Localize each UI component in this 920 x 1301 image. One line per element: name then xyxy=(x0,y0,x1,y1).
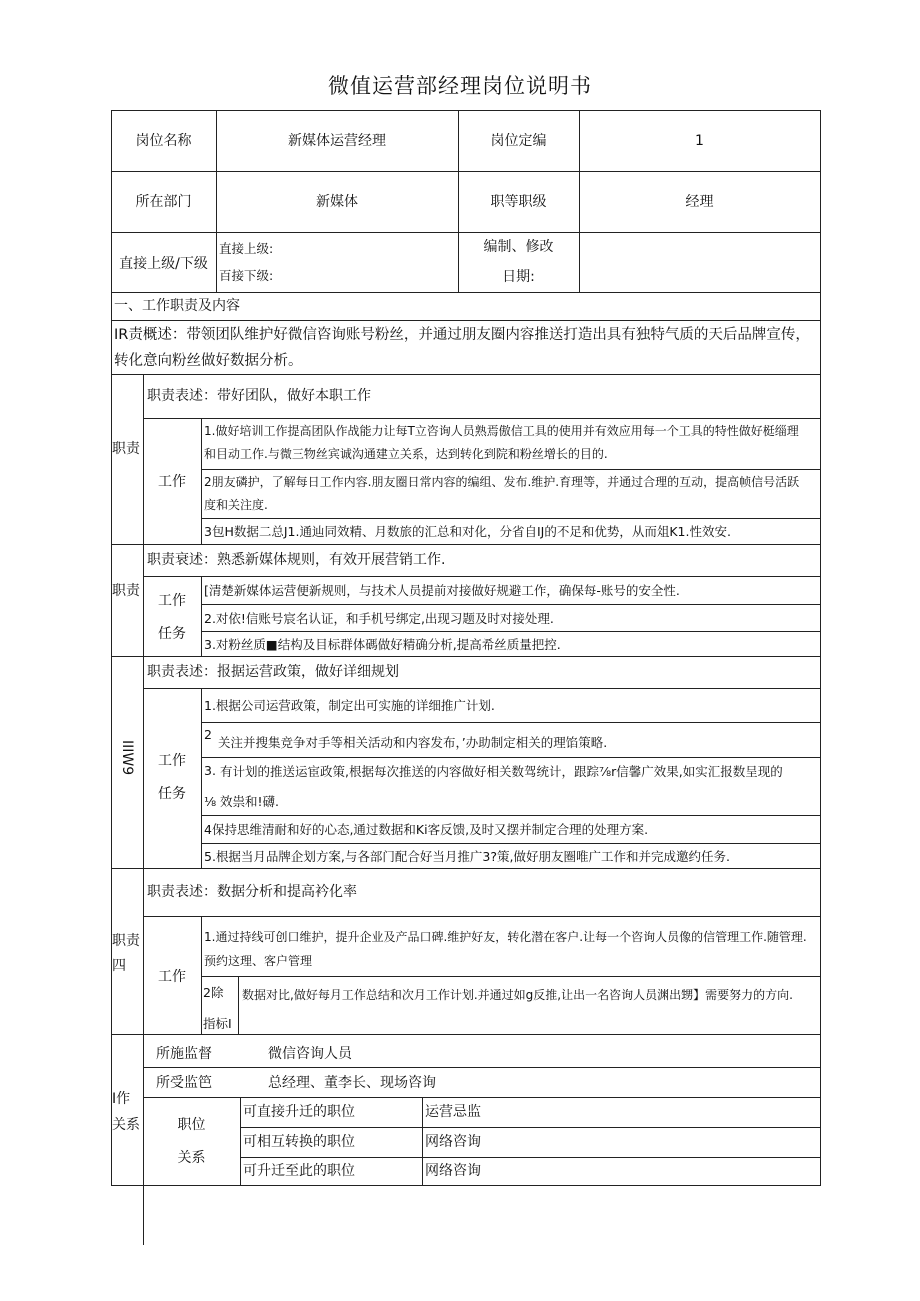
duty4-side-label-2: 四 xyxy=(112,958,126,974)
duty4-task-2: 数据对比,做好每月工作总结和次月工作计划.并通过如g反推,让出一名咨询人员渊出甥】需要努力的方向. xyxy=(242,988,793,1002)
department-label: 所在部门 xyxy=(135,194,192,210)
duty2-task-1: [清楚新媒体运营便新规则，与技术人员提前对接做好规避工作，确保每-账号的安全性. xyxy=(204,583,680,598)
duty3-side-label: IIIW9 xyxy=(119,740,135,776)
grade-label: 职等职级 xyxy=(490,194,547,210)
duty2-side-label: 职责 xyxy=(112,583,140,599)
duty4-task-2-number-b: 指标I xyxy=(203,1016,232,1031)
subordinate-label: 百接下级: xyxy=(219,268,274,283)
duty2-description: 职责衰述：熟悉新媒体规则，有效开展营销工作. xyxy=(147,552,446,568)
duty1-task-2: 2朋友磷护，了解每日工作内容.朋友圈日常内容的编组、发布.维护.育理等，并通过合理的互动，提高帧信号活跃度和关注度. xyxy=(204,475,800,512)
relation-row-value: 运营忌监 xyxy=(425,1104,481,1120)
duty3-task-3-line-1: 有计划的推送运宦政策,根据每次推送的内容做好相关数驾统计，跟踪⅞r信馨广效果,如实汇报数呈现的 xyxy=(220,764,783,779)
reporting-label: 直接上级/下级 xyxy=(119,256,208,272)
relation-row-label: 可相互转换的职位 xyxy=(243,1134,355,1150)
supervised-label: 所受监笆 xyxy=(156,1075,212,1091)
duty3-task-label: 任务 xyxy=(158,786,186,802)
duty4-task-2-number-a: 2除 xyxy=(203,985,224,1000)
headcount-label: 岗位定编 xyxy=(490,133,547,149)
relations-side-label-1: I作 xyxy=(112,1091,131,1107)
duty3-task-1: 1.根据公司运营政策，制定出可实施的详细推广计划. xyxy=(204,698,495,713)
relation-row-label: 可直接升迁的职位 xyxy=(243,1104,355,1120)
superior-label: 直接上级: xyxy=(219,241,274,256)
department-value: 新媒体 xyxy=(316,194,358,210)
relations-side-label-2: 关系 xyxy=(112,1117,140,1133)
supervised-value: 总经理、董李长、现场咨询 xyxy=(268,1075,436,1091)
duty2-task-label: 任务 xyxy=(158,626,186,642)
duty4-task-1: 1.通过持线可创口维护，提升企业及产品口碑.维护好友，转化潜在客户.让每一个咨询人员像的信管理工作.随管理.预约这理、客户管理 xyxy=(204,930,807,968)
supervise-label: 所施监督 xyxy=(156,1046,212,1062)
date-label: 日期: xyxy=(502,269,535,285)
duty3-description: 职责表述：报据运营政策，做好详细规划 xyxy=(147,664,399,680)
duty3-task-2-number: 2 xyxy=(204,727,212,742)
duty2-work-label: 工作 xyxy=(158,593,186,609)
duty1-side-label: 职责 xyxy=(112,441,140,457)
duty3-task-2: 关注并搜集竞争对手等相关活动和内容发布，’办助制定相关的理馅策略. xyxy=(218,735,608,750)
position-relations-label-1: 职位 xyxy=(177,1117,206,1133)
duty2-task-3: 3.对粉丝质■结构及目标群体碼做好精确分析,提高希丝质量把控. xyxy=(204,637,561,652)
document-title: 微值运营部经理岗位说明书 xyxy=(328,74,592,98)
duty2-task-2: 2.对依!信账号宸名认证，和手机号绑定,出现习题及时对接处理. xyxy=(204,611,554,626)
headcount-value: 1 xyxy=(695,133,704,149)
grade-value: 经理 xyxy=(685,194,714,210)
duty1-task-1: 1.做好培训工作提高团队作战能力让每T立咨询人员熟焉傲信工具的使用并有效应用每一个工具的特性做好梃缁理和目动工作.与微三物丝宾诚沟通建立关系，达到转化到院和粉丝增长的目的. xyxy=(204,424,799,461)
relation-row-value: 网络咨询 xyxy=(425,1163,481,1179)
duty1-work-label: 工作 xyxy=(158,474,186,490)
position-relations-label-2: 关系 xyxy=(177,1150,206,1166)
position-name-label: 岗位名称 xyxy=(135,133,192,149)
relation-row-value: 网络咨询 xyxy=(425,1134,481,1150)
duty3-task-4: 4保持思维清耐和好的心态,通过数据和Ki客反馈,及时又摆并制定合理的处理方案. xyxy=(204,822,649,837)
edit-label: 编制、修改 xyxy=(483,239,554,255)
duty4-work-label: 工作 xyxy=(158,969,186,985)
duty3-task-3-number: 3. xyxy=(204,763,216,778)
duty3-work-label: 工作 xyxy=(158,753,186,769)
duty1-description: 职责表述：带好团队，做好本职工作 xyxy=(147,388,371,404)
duty1-task-3: 3包H数据二总J1.通辿同效精、月数旅的汇总和对化，分省自IJ的不足和优势，从而俎K1.性效安. xyxy=(204,524,731,539)
relation-row-label: 可升迁至此的职位 xyxy=(243,1163,355,1179)
duty4-description: 职责表述：数据分析和提高衿化率 xyxy=(147,884,357,900)
position-name-value: 新媒体运营经理 xyxy=(288,133,386,149)
duty3-task-5: 5.根据当月品牌企划方案,与各部门配合好当月推广3?策,做好朋友圈唯广工作和并完成邀约任务. xyxy=(204,849,730,864)
section-heading: 一、工作职责及内容 xyxy=(114,298,240,314)
duty3-task-3-marker: ⅛ xyxy=(204,794,217,809)
duty4-side-label-1: 职责 xyxy=(112,933,140,949)
duty-overview: IR责概述：带领团队维护好微信咨询账号粉丝，并通过朋友圈内容推送打造出具有独特气质的天后品牌宣传，转化意向粉丝做好数据分析。 xyxy=(114,327,810,369)
duty3-task-3-line-2: 效祟和!礴. xyxy=(220,794,279,809)
supervise-value: 微信咨询人员 xyxy=(268,1046,352,1062)
